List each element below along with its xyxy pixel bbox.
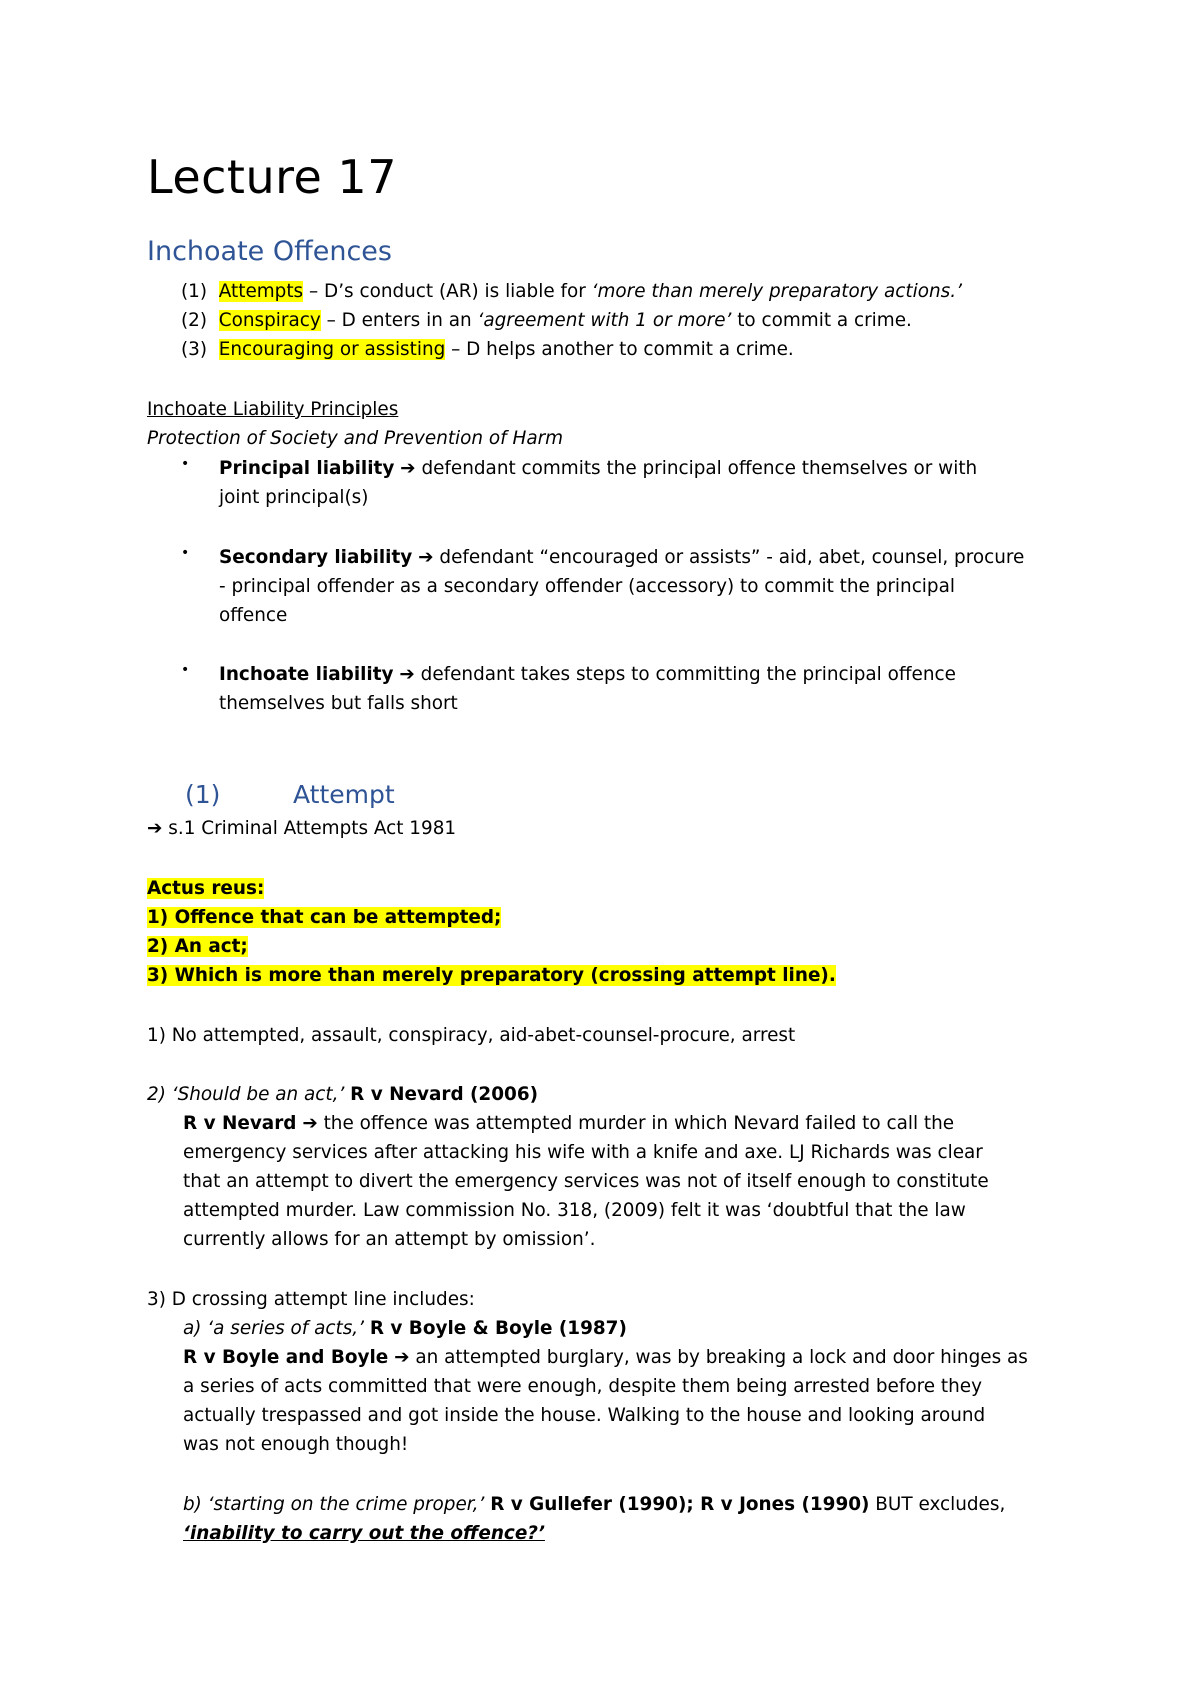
bullet-continuation: offence (219, 605, 288, 626)
actus-item-3 (147, 961, 836, 990)
arrow-icon: ➔ (394, 1347, 410, 1368)
bullet-text: defendant “encouraged or assists” - aid, abet, counsel, procure (433, 547, 1025, 568)
boyle-line: actually trespassed and got inside the house. Walking to the house and looking around (183, 1405, 986, 1426)
highlighted-term: Encouraging or assisting (218, 339, 446, 360)
case-name: R v Nevard (2006) (350, 1084, 539, 1105)
bullet-text: defendant takes steps to committing the principal offence (414, 664, 956, 685)
point-3a (183, 1314, 627, 1343)
item-italic: ‘more than merely preparatory actions.’ (591, 281, 962, 302)
actus-text: 2) An act; (147, 936, 248, 957)
item-text: – D’s conduct (AR) is liable for (303, 281, 592, 302)
nevard-line: emergency services after attacking his wife with a knife and axe. LJ Richards was clear (183, 1142, 983, 1163)
case-name: R v Gullefer (1990); R v Jones (1990) (490, 1494, 870, 1515)
arrow-icon: ➔ (418, 547, 434, 568)
case-name: R v Boyle and Boyle (183, 1347, 389, 1368)
item-italic: ‘agreement with 1 or more’ (477, 310, 732, 331)
point-1: 1) No attempted, assault, conspiracy, aid-abet-counsel-procure, arrest (147, 1025, 796, 1046)
item-text: – D helps another to commit a crime. (445, 339, 794, 360)
arrow-icon: ➔ (399, 664, 415, 685)
bullet-continuation: joint principal(s) (219, 487, 369, 508)
point-3b (183, 1490, 1005, 1519)
attempt-heading-number: (1) (185, 780, 221, 809)
attempt-heading: Attempt (293, 780, 395, 809)
statute-line (147, 814, 456, 843)
point-italic: b) ‘starting on the crime proper,’ (183, 1494, 491, 1515)
boyle-line: a series of acts committed that were enough, despite them being arrested before they (183, 1376, 982, 1397)
actus-text: Actus reus: (147, 878, 265, 899)
point-text: BUT excludes, (869, 1494, 1006, 1515)
boyle-line: was not enough though! (183, 1434, 409, 1455)
bullet-dot: • (181, 456, 190, 472)
case-text: the offence was attempted murder in which Nevard failed to call the (317, 1113, 955, 1134)
bullet-continuation: - principal offender as a secondary offender (accessory) to commit the principal (219, 576, 955, 597)
principles-subtitle: Protection of Society and Prevention of Harm (147, 428, 564, 449)
bullet-inchoate-liability (219, 660, 956, 689)
nevard-line: currently allows for an attempt by omission’. (183, 1229, 596, 1250)
point-2 (147, 1080, 538, 1109)
list-number: (2) (181, 310, 208, 331)
case-text: an attempted burglary, was by breaking a lock and door hinges as (409, 1347, 1028, 1368)
bullet-dot: • (181, 545, 190, 561)
case-name: R v Nevard (183, 1113, 297, 1134)
bullet-secondary-liability (219, 543, 1024, 572)
point-italic: a) ‘a series of acts,’ (183, 1318, 370, 1339)
bullet-term: Secondary liability (219, 547, 413, 568)
list-number: (1) (181, 281, 208, 302)
bullet-principal-liability (219, 454, 977, 483)
arrow-icon: ➔ (400, 458, 416, 479)
list-item-encouraging (181, 335, 794, 364)
list-number: (3) (181, 339, 208, 360)
arrow-icon: ➔ (302, 1113, 318, 1134)
list-item-attempts (181, 277, 962, 306)
highlighted-term: Conspiracy (218, 310, 321, 331)
statute-text: s.1 Criminal Attempts Act 1981 (162, 818, 457, 839)
actus-text: 1) Offence that can be attempted; (147, 907, 502, 928)
page-title: Lecture 17 (147, 150, 397, 204)
point-3b-question: ‘inability to carry out the offence?’ (183, 1523, 545, 1544)
bullet-dot: • (181, 662, 190, 678)
highlighted-term: Attempts (218, 281, 304, 302)
actus-item-1 (147, 903, 501, 932)
case-name: R v Boyle & Boyle (1987) (369, 1318, 627, 1339)
boyle-line-1 (183, 1343, 1028, 1372)
principles-heading: Inchoate Liability Principles (147, 399, 399, 420)
bullet-term: Inchoate liability (219, 664, 394, 685)
point-italic: 2) ‘Should be an act,’ (147, 1084, 351, 1105)
bullet-term: Principal liability (219, 458, 395, 479)
actus-item-2 (147, 932, 248, 961)
point-3: 3) D crossing attempt line includes: (147, 1289, 475, 1310)
nevard-line: attempted murder. Law commission No. 318, (2009) felt it was ‘doubtful that the law (183, 1200, 966, 1221)
arrow-icon: ➔ (147, 818, 163, 839)
bullet-text: defendant commits the principal offence themselves or with (415, 458, 978, 479)
nevard-line-1 (183, 1109, 954, 1138)
actus-text: 3) Which is more than merely preparatory (crossing attempt line). (147, 965, 836, 986)
item-text: to commit a crime. (731, 310, 912, 331)
bullet-continuation: themselves but falls short (219, 693, 458, 714)
nevard-line: that an attempt to divert the emergency services was not of itself enough to constitute (183, 1171, 989, 1192)
list-item-conspiracy (181, 306, 912, 335)
actus-reus-heading (147, 874, 264, 903)
section-heading-inchoate-offences: Inchoate Offences (147, 236, 392, 267)
item-text: – D enters in an (320, 310, 478, 331)
